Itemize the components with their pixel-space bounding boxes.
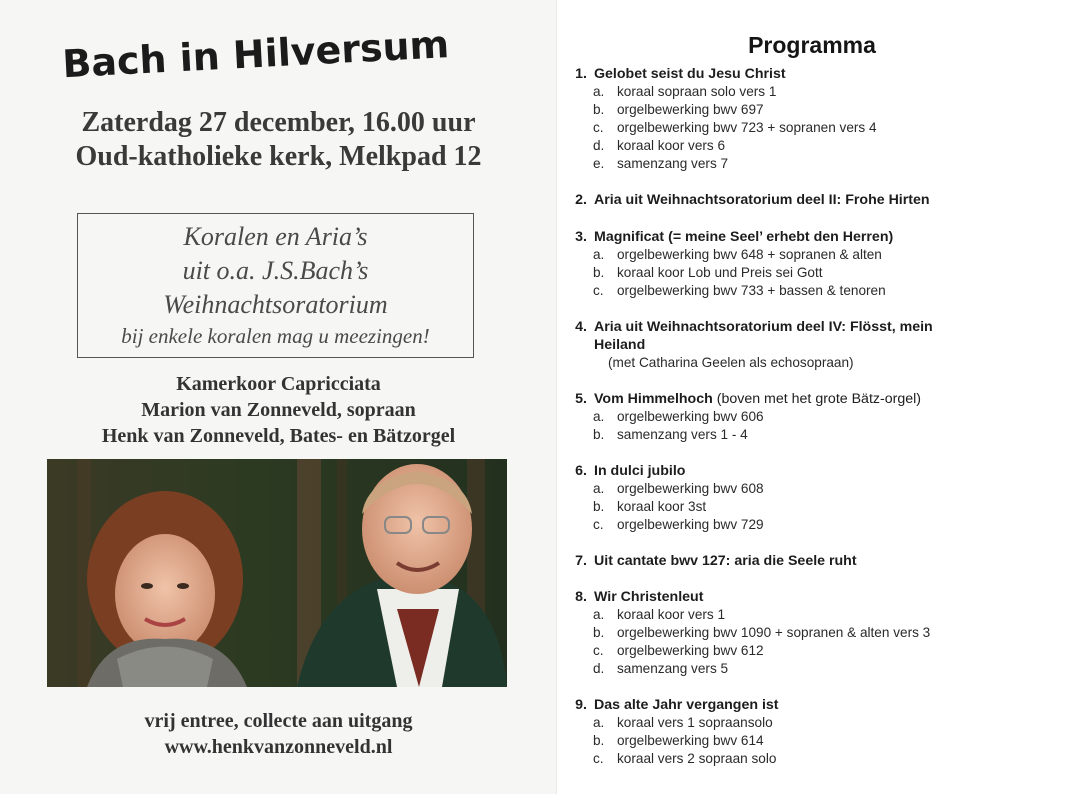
item-number: 7. <box>575 553 587 569</box>
event-date-time: Zaterdag 27 december, 16.00 uur <box>81 107 476 138</box>
program-panel: Programma 1. Gelobet seist du Jesu Christ a. koraal sopraan solo vers 1 b. orgelbewerking bwv 697 c. orgelbewerking bwv 723 + sopranen vers 4 d. koraal koor vers 6 e. samenzang vers 7 2. Aria uit Weihnachtsoratorium deel II: Frohe Hirten 3. Magnificat (= meine Seel’ erhebt den Herren) a. orgelbewerking bwv 648 + sopranen & alten b. koraal koor Lob und Preis sei Gott c. orgelbewerking bwv 733 + bassen & tenoren 4. Aria uit Weihnachtsoratorium deel IV: Flösst, mein Heiland (met Catharina Geelen als echosopraan) 5. Vom Himmelhoch (boven met het grote Bätz-orgel) a. orgelbewerking bwv 606 b. samenzang vers 1 - 4 6. In dulci jubilo a. orgelbewerking bwv 608 b. koraal koor 3st c. orgelbewerking bwv 729 7. Uit cantate bwv 127: aria die Seele ruht 8. Wir Christenleut a. koraal koor vers 1 b. orgelbewerking bwv 1090 + sopranen & alten vers 3 c. orgelbewerking bwv 612 d. samenzang vers 5 9. Das alte Jahr vergangen ist a. koraal vers 1 sopraansolo b. orgelbewerking bwv 614 c. koraal vers 2 sopraan solo <box>557 0 1067 794</box>
item-number: 1. <box>575 66 587 82</box>
item-title: In dulci jubilo <box>594 463 686 479</box>
item-number: 6. <box>575 463 587 479</box>
item-title: Wir Christenleut <box>594 589 704 605</box>
item-title: Aria uit Weihnachtsoratorium deel IV: Flösst, mein <box>594 319 933 335</box>
item-title: Aria uit Weihnachtsoratorium deel II: Frohe Hirten <box>594 192 930 208</box>
program-title: Programma <box>748 32 876 58</box>
item-number: 5. <box>575 391 587 407</box>
footer-website: www.henkvanzonneveld.nl <box>164 736 393 758</box>
footer-entry: vrij entree, collecte aan uitgang <box>144 710 413 732</box>
item-number: 3. <box>575 229 587 245</box>
performer-choir: Kamerkoor Capricciata <box>176 373 381 395</box>
performer-soprano: Marion van Zonneveld, sopraan <box>141 399 416 421</box>
box-line-2: uit o.a. J.S.Bach’s <box>182 256 369 285</box>
event-venue: Oud-katholieke kerk, Melkpad 12 <box>75 141 482 172</box>
flyer-title-text: Bach in Hilversum <box>61 22 451 80</box>
item-number: 8. <box>575 589 587 605</box>
box-line-4: bij enkele koralen mag u meezingen! <box>121 324 430 348</box>
item-number: 9. <box>575 697 587 713</box>
performer-organ: Henk van Zonneveld, Bates- en Bätzorgel <box>101 425 456 447</box>
performers-photo <box>47 459 507 687</box>
item-title: Vom Himmelhoch <box>594 391 713 407</box>
program-highlight-box <box>77 213 474 358</box>
item-title: Uit cantate bwv 127: aria die Seele ruht <box>594 553 857 569</box>
item-note: (boven met het grote Bätz-orgel) <box>716 391 921 407</box>
item-title: Magnificat (= meine Seel’ erhebt den Herren) <box>594 229 894 245</box>
item-number: 4. <box>575 319 587 335</box>
flyer-title <box>58 20 498 80</box>
item-number: 2. <box>575 192 587 208</box>
item-title: Gelobet seist du Jesu Christ <box>594 66 786 82</box>
item-title: Das alte Jahr vergangen ist <box>594 697 779 713</box>
box-line-3: Weihnachtsoratorium <box>163 290 388 319</box>
box-line-1: Koralen en Aria’s <box>183 222 368 251</box>
item-title-cont: Heiland <box>594 337 646 353</box>
